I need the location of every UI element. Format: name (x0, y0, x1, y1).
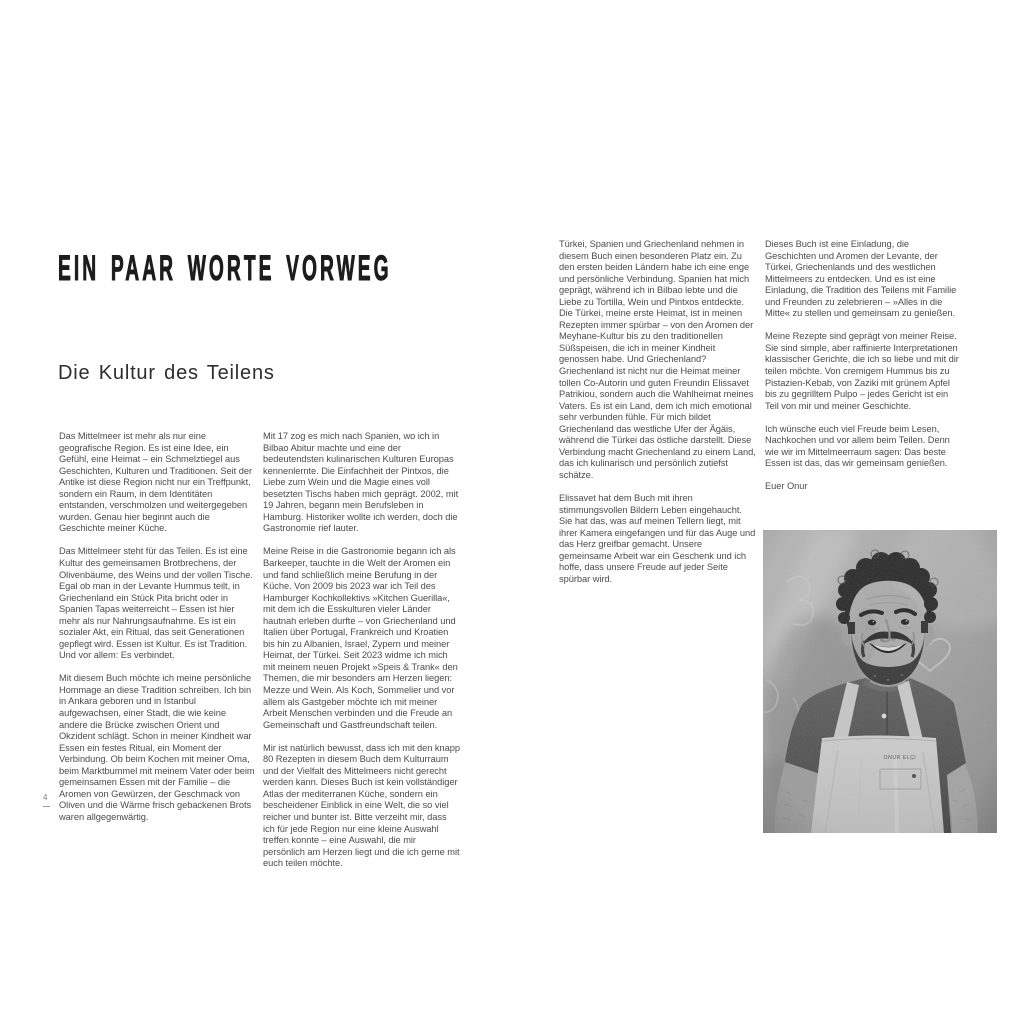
body-paragraph: Elissavet hat dem Buch mit ihren stimmungsvollen Bildern Leben eingehaucht. Sie hat das, was auf meinen Tellern liegt, mit ihrer Kamera eingefangen und für das Auge und das Herz greifbar gemacht. Unsere gemeinsame Arbeit war ein Geschenk und ich hoffe, dass unsere Freude auf jeder Seite spürbar wird. (559, 492, 756, 584)
text-column-1 (59, 431, 256, 835)
body-paragraph: Ich wünsche euch viel Freude beim Lesen, Nachkochen und vor allem beim Teilen. Denn wie wir im Mittelmeerraum sagen: Das beste Essen ist das, das wir gemeinsam genießen. (765, 423, 950, 469)
text-column-3 (559, 239, 756, 597)
body-paragraph: Mir ist natürlich bewusst, dass ich mit den knapp 80 Rezepten in diesem Buch dem Kulturraum und der Vielfalt des Mittelmeers nicht gerecht werden kann. Dieses Buch ist kein vollständiger Atlas der mediterranen Küche, sondern ein bescheidener Einblick in eine Welt, die so viel reicher und bunter ist. Bitte verzeiht mir, dass ich für jede Region nur eine kleine Auswahl treffen konnte – eine Auswahl, die mir persönlich am Herzen liegt und die ich gerne mit euch teilen möchte. (263, 742, 461, 869)
body-paragraph: Meine Rezepte sind geprägt von meiner Reise. Sie sind simple, aber raffinierte Interpretationen klassischer Gerichte, die ich so liebe und mit dir teilen möchte. Von cremigem Hummus bis zu Pistazien-Kebab, von Zaziki mit grünem Apfel bis zu gegrilltem Pulpo – jedes Gericht ist ein Teil von mir und meiner Geschichte. (765, 331, 959, 411)
body-paragraph: Das Mittelmeer ist mehr als nur eine geografische Region. Es ist eine Idee, ein Gefühl, eine Heimat – ein Schmelztiegel aus Geschichten, Kulturen und Traditionen. Seit der Antike ist diese Region nicht nur ein Treffpunkt, sondern ein Raum, in dem Identitäten entstanden, verschmolzen und weitergegeben wurden. Genau hier beginnt auch die Geschichte meiner Küche. (59, 431, 253, 534)
body-paragraph: Türkei, Spanien und Griechenland nehmen in diesem Buch einen besonderen Platz ein. Zu den ersten beiden Ländern habe ich eine enge und persönliche Verbindung. Spanien hat mich geprägt, während ich in Bilbao lebte und die Liebe zu Tortilla, Wein und Pintxos entdeckte. Die Türkei, meine erste Heimat, ist in meinen Rezepten immer spürbar – von den Aromen der Meyhane-Kultur bis zu den traditionellen Süßspeisen, die ich in meiner Kindheit genossen habe. Und Griechenland? Griechenland ist nicht nur die Heimat meiner tollen Co-Autorin und guten Freundin Elissavet Patrikiou, sondern auch die Wahlheimat meines Vaters. Es ist ein Land, dem ich mich emotional sehr verbunden fühle. Für mich bildet Griechenland das westliche Ufer der Ägäis, während die Türkei das östliche darstellt. Diese Verbindung macht Griechenland zu einem Land, das ich kulinarisch und persönlich zutiefst schätze. (559, 239, 756, 480)
text-column-4 (765, 239, 962, 504)
body-paragraph: Dieses Buch ist eine Einladung, die Geschichten und Aromen der Levante, der Türkei, Griechenlands und des westlichen Mittelmeers zu entdecken. Und es ist eine Einladung, die Tradition des Teilens mit Familie und Freunden zu zelebrieren – »Alles in die Mitte« zu stellen und gemeinsam zu genießen. (765, 239, 957, 319)
section-subtitle: Die Kultur des Teilens (58, 362, 275, 384)
page-number-dash (43, 806, 50, 807)
chapter-title: EIN PAAR WORTE VORWEG (58, 249, 392, 288)
body-paragraph: Das Mittelmeer steht für das Teilen. Es ist eine Kultur des gemeinsamen Brotbrechens, der Olivenbäume, des Weins und der vollen Tische. Egal ob man in der Levante Hummus teilt, in Griechenland ein Stück Pita bricht oder in Spanien Tapas weiterreicht – Essen ist hier mehr als nur Nahrungsaufnahme. Es ist ein sozialer Akt, ein Ritual, das seit Generationen gepflegt wird. Essen ist Kultur. Es ist Tradition. Und vor allem: Es verbindet. (59, 546, 253, 661)
signature: Euer Onur (765, 481, 808, 492)
author-photo (763, 530, 997, 833)
body-paragraph: Mit diesem Buch möchte ich meine persönliche Hommage an diese Tradition schreiben. Ich bin in Ankara geboren und in Istanbul aufgewachsen, einer Stadt, die wie keine andere die Brücke zwischen Orient und Okzident schlägt. Schon in meiner Kindheit war Essen ein festes Ritual, ein Moment der Verbindung. Ob beim Kochen mit meiner Oma, beim Marktbummel mit meinem Vater oder beim gemeinsamen Essen mit der Familie – die Aromen von Gewürzen, der Geschmack von Oliven und die Wärme frisch gebackenen Brots waren allgegenwärtig. (59, 673, 255, 822)
body-paragraph: Meine Reise in die Gastronomie begann ich als Barkeeper, tauchte in die Welt der Aromen ein und fand schließlich meine Berufung in der Küche. Von 2009 bis 2023 war ich Teil des Hamburger Kochkollektivs »Kitchen Guerilla«, mit dem ich die Esskulturen vieler Länder hautnah erleben durfte – von Griechenland und Italien über Portugal, Frankreich und Kroatien bis hin zu Albanien, Israel, Zypern und meiner Heimat, der Türkei. Seit 2023 widme ich mich mit meinem neuen Projekt »Speis & Trank« den Themen, die mir besonders am Herzen liegen: Mezze und Wein. Als Koch, Sommelier und vor allem als Gastgeber möchte ich mit meiner Arbeit Menschen verbinden und die Freude an Gemeinschaft und Gastfreundschaft teilen. (263, 546, 458, 730)
page-number: 4 (43, 793, 48, 802)
body-paragraph: Mit 17 zog es mich nach Spanien, wo ich in Bilbao Abitur machte und eine der bedeutendsten kulinarischen Kulturen Europas kennenlernte. Die Einfachheit der Pintxos, die Liebe zum Wein und die Magie eines voll besetzten Tischs haben mich geprägt. 2002, mit 19 Jahren, begann mein Berufsleben in Hamburg. Historiker wollte ich werden, doch die Gastronomie rief lauter. (263, 431, 459, 534)
text-column-2 (263, 431, 460, 881)
